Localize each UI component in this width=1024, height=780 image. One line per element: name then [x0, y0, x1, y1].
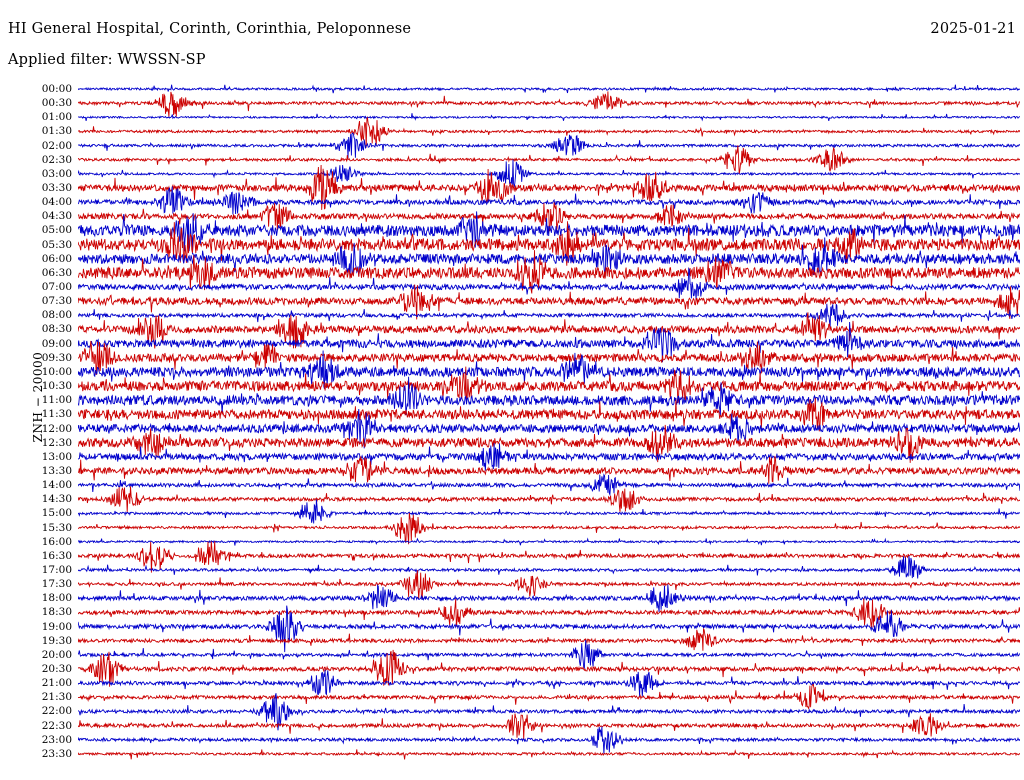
trace-line	[78, 541, 1020, 572]
filter-label: Applied filter: WWSSN-SP	[8, 52, 206, 68]
time-tick-label: 08:00	[41, 309, 72, 322]
trace-line	[78, 113, 1020, 121]
trace-line	[78, 556, 1020, 578]
seismogram-traces	[78, 78, 1020, 780]
time-tick-label: 18:00	[41, 592, 72, 605]
time-tick-label: 23:00	[41, 733, 72, 746]
trace-line	[78, 304, 1020, 328]
time-tick-label: 02:30	[41, 153, 72, 166]
time-axis-ticks	[0, 78, 78, 780]
time-tick-label: 11:00	[41, 394, 72, 407]
time-tick-label: 15:00	[41, 507, 72, 520]
trace-line	[78, 85, 1020, 93]
time-tick-label: 16:00	[41, 535, 72, 548]
time-tick-label: 10:30	[41, 380, 72, 393]
time-tick-label: 01:00	[41, 111, 72, 124]
page-title: HI General Hospital, Corinth, Corinthia, Peloponnese	[8, 21, 412, 37]
time-tick-label: 09:30	[41, 351, 72, 364]
trace-line	[78, 91, 1020, 116]
trace-line	[78, 749, 1020, 759]
time-tick-label: 22:30	[41, 719, 72, 732]
trace-line	[78, 606, 1020, 653]
trace-line	[78, 475, 1020, 495]
time-tick-label: 21:30	[41, 691, 72, 704]
trace-line	[78, 145, 1020, 174]
time-tick-label: 22:00	[41, 705, 72, 718]
chart-header	[0, 0, 1024, 78]
trace-line	[78, 118, 1020, 148]
trace-line	[78, 640, 1020, 668]
trace-area	[78, 78, 1020, 780]
time-tick-label: 05:00	[41, 224, 72, 237]
trace-line	[78, 727, 1020, 754]
time-tick-label: 10:00	[41, 365, 72, 378]
time-tick-label: 06:30	[41, 266, 72, 279]
time-tick-label: 05:30	[41, 238, 72, 251]
time-tick-label: 04:30	[41, 210, 72, 223]
time-tick-label: 03:00	[41, 167, 72, 180]
trace-line	[78, 159, 1020, 187]
time-tick-label: 01:30	[41, 125, 72, 138]
time-tick-label: 03:30	[41, 182, 72, 195]
time-tick-label: 16:30	[41, 549, 72, 562]
time-tick-label: 02:00	[41, 139, 72, 152]
time-tick-label: 17:00	[41, 563, 72, 576]
trace-line	[78, 599, 1020, 628]
trace-line	[78, 499, 1020, 523]
trace-line	[78, 684, 1020, 708]
trace-line	[78, 486, 1020, 512]
helicorder-plot	[0, 78, 1024, 780]
trace-line	[78, 670, 1020, 697]
time-tick-label: 19:00	[41, 620, 72, 633]
time-tick-label: 07:00	[41, 281, 72, 294]
time-tick-label: 13:00	[41, 450, 72, 463]
time-tick-label: 06:00	[41, 252, 72, 265]
time-tick-label: 08:30	[41, 323, 72, 336]
time-tick-label: 09:00	[41, 337, 72, 350]
time-tick-label: 23:30	[41, 747, 72, 760]
time-tick-label: 15:30	[41, 521, 72, 534]
time-tick-label: 19:30	[41, 634, 72, 647]
time-tick-label: 20:00	[41, 648, 72, 661]
trace-line	[78, 133, 1020, 158]
time-tick-label: 14:30	[41, 493, 72, 506]
trace-line	[78, 584, 1020, 611]
trace-line	[78, 629, 1020, 651]
trace-line	[78, 456, 1020, 484]
time-tick-label: 18:30	[41, 606, 72, 619]
time-tick-label: 13:30	[41, 464, 72, 477]
time-tick-label: 12:30	[41, 436, 72, 449]
time-tick-label: 07:30	[41, 295, 72, 308]
date-label: 2025-01-21	[930, 21, 1016, 37]
time-tick-label: 11:30	[41, 408, 72, 421]
y-axis-label: ZNH − 20000	[31, 351, 45, 443]
time-tick-label: 17:30	[41, 578, 72, 591]
time-tick-label: 20:30	[41, 662, 72, 675]
trace-line	[78, 570, 1020, 600]
time-tick-label: 12:00	[41, 422, 72, 435]
time-tick-label: 21:00	[41, 677, 72, 690]
time-tick-label: 00:00	[41, 83, 72, 95]
trace-line	[78, 513, 1020, 544]
trace-line	[78, 713, 1020, 739]
time-tick-label: 04:00	[41, 196, 72, 209]
trace-line	[78, 538, 1020, 545]
time-tick-label: 00:30	[41, 97, 72, 110]
time-tick-label: 14:00	[41, 479, 72, 492]
